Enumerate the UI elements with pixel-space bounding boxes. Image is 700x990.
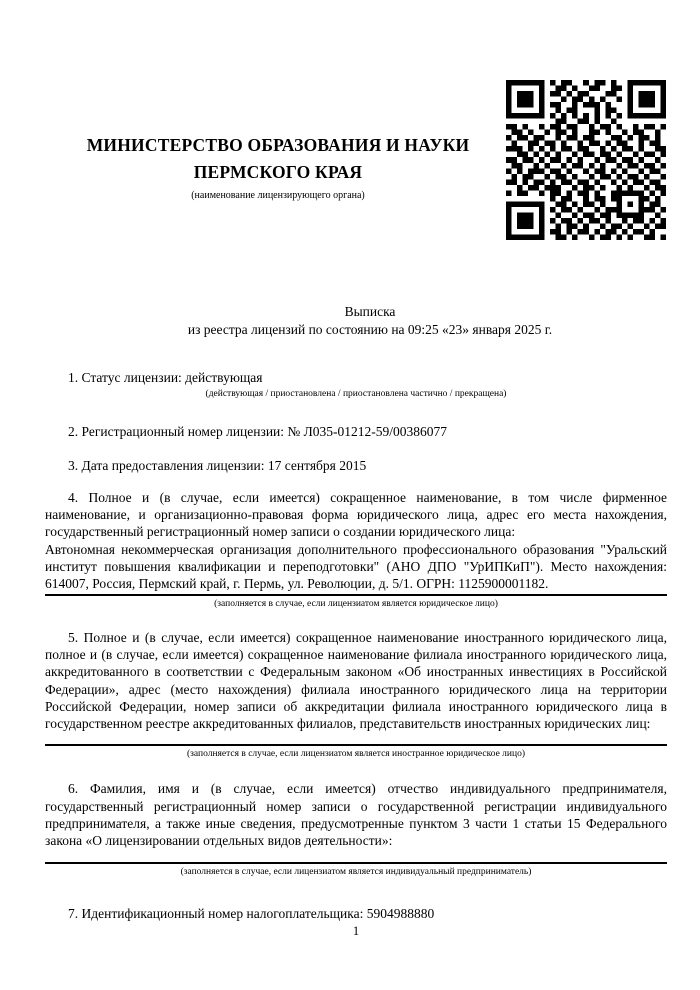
item-6-caption: (заполняется в случае, если лицензиатом является индивидуальный предприниматель)	[180, 866, 532, 877]
document-title	[59, 303, 681, 338]
item-4-legal-entity-label: 4. Полное и (в случае, если имеется) сокращенное наименование, в том числе фирменное наименование, и организационно-правовая форма юридического лица, адрес его места нахождения, государственный регистрационный номер записи о создании юридического лица:	[45, 489, 667, 540]
page-number: 1	[352, 924, 360, 938]
item-2-registration-number: 2. Регистрационный номер лицензии: № Л035-01212-59/00386077	[68, 424, 448, 440]
licensing-authority-header	[45, 0, 511, 202]
item-6-fill-line	[45, 862, 667, 864]
item-1-caption: (действующая / приостановлена / приостановлена частично / прекращена)	[205, 389, 507, 400]
authority-caption: (наименование лицензирующего органа)	[191, 190, 365, 201]
item-6-entrepreneur-label: 6. Фамилия, имя и (в случае, если имеется) отчество индивидуального предпринимателя, государственный регистрационный номер записи о государственной регистрации индивидуального предпринимателя, а также иные сведения, предусмотренные пунктом 3 части 1 статьи 15 Федерального закона «О лицензировании отдельных видов деятельности»:	[45, 781, 667, 849]
qr-code-svg	[506, 80, 666, 240]
authority-name	[45, 132, 511, 186]
item-4-caption: (заполняется в случае, если лицензиатом является юридическое лицо)	[214, 598, 498, 609]
document-body	[45, 303, 667, 922]
item-5-caption: (заполняется в случае, если лицензиатом является иностранное юридическое лицо)	[187, 749, 525, 760]
item-5-fill-line	[45, 744, 667, 746]
item-3-grant-date: 3. Дата предоставления лицензии: 17 сентября 2015	[68, 457, 367, 473]
item-7-taxpayer-id: 7. Идентификационный номер налогоплательщика: 5904988880	[68, 905, 435, 921]
item-1-license-status: 1. Статус лицензии: действующая	[68, 370, 263, 385]
authority-name-line1: МИНИСТЕРСТВО ОБРАЗОВАНИЯ И НАУКИ	[86, 135, 470, 155]
item-5-foreign-entity-label: 5. Полное и (в случае, если имеется) сокращенное наименование иностранного юридического лица, полное и (в случае, если имеется) сокращенное наименование филиала иностранного юридического лица, аккредитованного в соответствии с Федеральным законом «Об иностранных инвестициях в Российской Федерации», адрес (место нахождения) филиала иностранного юридического лица на территории Российской Федерации, номер записи об аккредитации филиала иностранного юридического лица в государственном реестре аккредитованных филиалов, представительств иностранных юридических лиц:	[45, 629, 667, 732]
qr-code	[506, 80, 666, 240]
document-title-line2: из реестра лицензий по состоянию на 09:25 «23» января 2025 г.	[187, 321, 553, 337]
item-4-fill-line	[45, 594, 667, 596]
document-title-line1: Выписка	[344, 304, 396, 319]
item-4-legal-entity-value: Автономная некоммерческая организация дополнительного профессионального образования "Уральский институт повышения квалификации и переподготовки" (АНО ДПО "УрИПКиП"). Место нахождения: 614007, Россия, Пермский край, г. Пермь, ул. Революции, д. 5/1. ОГРН: 1125900001182.	[45, 541, 667, 592]
authority-name-line2: ПЕРМСКОГО КРАЯ	[193, 162, 363, 182]
